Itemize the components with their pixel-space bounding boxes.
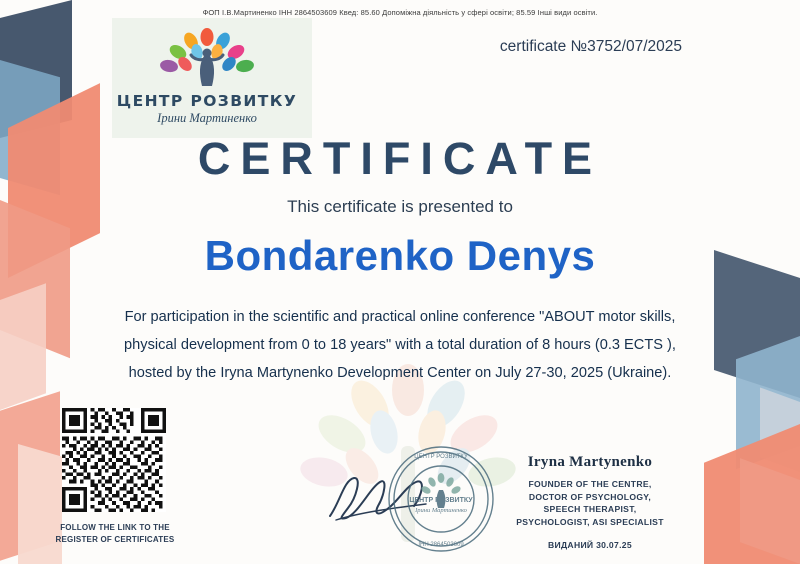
signer-role <box>470 478 710 528</box>
decorative-shape-pale-left <box>0 283 46 410</box>
qr-code-block[interactable] <box>55 408 175 546</box>
qr-code-icon[interactable] <box>62 408 166 512</box>
svg-text:Ірини Мартиненко: Ірини Мартиненко <box>415 507 467 514</box>
body-line-2: physical development from 0 to 18 years" with a total duration of 8 hours (0.3 ECTS ), <box>124 337 676 353</box>
decorative-shape-pale-bottom-left <box>18 444 62 564</box>
signer-role-line-2: DOCTOR OF PSYCHOLOGY, <box>528 491 652 502</box>
signer-role-line-1: FOUNDER OF THE CENTRE, <box>528 479 652 489</box>
signer-role-line-3: SPEECH THERAPIST, <box>543 504 637 515</box>
signer-block <box>470 454 710 550</box>
qr-caption-line-2: REGISTER OF CERTIFICATES <box>55 535 175 544</box>
certificate-number: certificate №3752/07/2025 <box>499 38 682 55</box>
certificate-body <box>70 303 730 387</box>
issued-date: ВИДАНИЙ 30.07.25 <box>548 540 632 551</box>
signer-name: Iryna Martynenko <box>527 454 653 470</box>
logo-subtitle: Ірини Мартиненко <box>157 111 257 125</box>
svg-text:ЦЕНТР РОЗВИТКУ: ЦЕНТР РОЗВИТКУ <box>409 497 473 504</box>
svg-text:ІНН 2864503609: ІНН 2864503609 <box>418 542 464 548</box>
presented-label: This certificate is presented to <box>287 197 513 216</box>
svg-text:ЦЕНТР РОЗВИТКУ: ЦЕНТР РОЗВИТКУ <box>414 454 468 460</box>
page-title: CERTIFICATE <box>197 133 603 184</box>
registration-line: ФОП І.В.Мартиненко ІНН 2864503609 Квед: 85.60 Допоміжна діяльність у сфері освіти; 85.59 Інші види освіти. <box>202 8 598 17</box>
tree-logo-icon <box>147 28 267 90</box>
qr-caption-line-1: FOLLOW THE LINK TO THE <box>60 523 170 532</box>
recipient-name: Bondarenko Denys <box>204 232 596 279</box>
body-line-1: For participation in the scientific and practical online conference "ABOUT motor skills, <box>124 309 676 325</box>
center-logo <box>112 28 302 126</box>
body-line-3: hosted by the Iryna Martynenko Development Center on July 27-30, 2025 (Ukraine). <box>128 365 672 381</box>
qr-caption <box>50 522 180 546</box>
logo-title: ЦЕНТР РОЗВИТКУ <box>116 92 298 110</box>
signer-role-line-4: PSYCHOLOGIST, ASI SPECIALIST <box>516 516 664 527</box>
